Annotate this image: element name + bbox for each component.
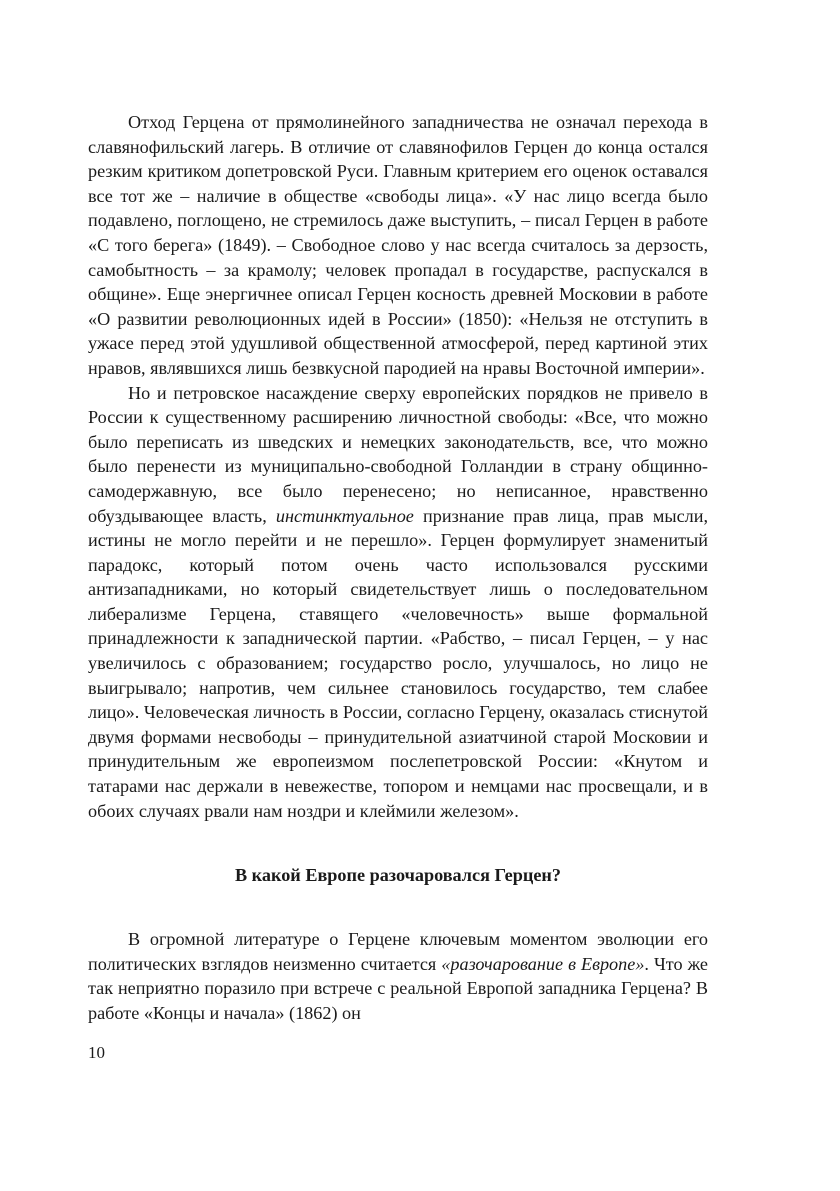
text-run: признание прав лица, прав мысли, истины не могло перейти и не перешло». Герцен формулирует знаменитый парадокс, который потом очень часто использовался русскими антизападниками, но который свидетельствует лишь о последовательном либерализме Герцена, ставящего «человечность» выше формальной принадлежности к западнической партии. «Рабство, – писал Герцен, – у нас увеличилось с образованием; государство росло, улучшалось, но лицо не выигрывало; напротив, чем сильнее становилось государство, тем слабее лицо». Человеческая личность в России, согласно Герцену, оказалась стиснутой двумя формами несвободы – принудительной азиатчиной старой Московии и принудительным же европеизмом послепетровской России: «Кнутом и татарами нас держали в невежестве, топором и немцами нас просвещали, и в обоих случаях рвали нам ноздри и клеймили железом». <box>88 505 709 821</box>
paragraph <box>88 110 708 381</box>
page-number: 10 <box>88 1043 105 1062</box>
body-text-top <box>88 110 708 823</box>
italic-text-run: инстинктуальное <box>275 505 414 526</box>
text-run: . Что же так неприятно поразило при встрече с реальной Европой западника Герцена? В работе «Концы и начала» (1862) он <box>88 953 708 1023</box>
paragraph <box>88 927 708 1025</box>
text-run: Отход Герцена от прямолинейного западничества не означал перехода в славянофильский лагерь. В отличие от славянофилов Герцен до конца остался резким критиком допетровской Руси. Главным критерием его оценок оставался все тот же – наличие в обществе «свободы лица». «У нас лицо всегда было подавлено, поглощено, не стремилось даже выступить, – писал Герцен в работе «С того берега» (1849). – Свободное слово у нас всегда считалось за дерзость, самобытность – за крамолу; человек пропадал в государстве, распускался в общине». Еще энергичнее описал Герцен косность древней Московии в работе «О развитии революционных идей в России» (1850): «Нельзя не отступить в ужасе перед этой удушливой общественной атмосферой, перед картиной этих нравов, являвшихся лишь безвкусной пародией на нравы Восточной империи». <box>88 112 708 378</box>
body-text-bottom <box>88 927 708 1025</box>
text-run: Но и петровское насаждение сверху европейских порядков не привело в России к существенному расширению личностной свободы: «Все, что можно было переписать из шведских и немецких законодательств, все, что можно было перенести из муниципально-свободной Голландии в страну общинно-самодержавную, все было перенесено; но неписанное, нравственно обуздывающее власть, <box>88 382 708 526</box>
page-content <box>88 110 708 1026</box>
paragraph <box>88 381 708 824</box>
section-heading: В какой Европе разочаровался Герцен? <box>235 865 561 886</box>
text-run: В огромной литературе о Герцене ключевым моментом эволюции его политических взглядов неизменно считается <box>88 929 708 974</box>
italic-text-run: «разочарование в Европе» <box>441 953 645 974</box>
